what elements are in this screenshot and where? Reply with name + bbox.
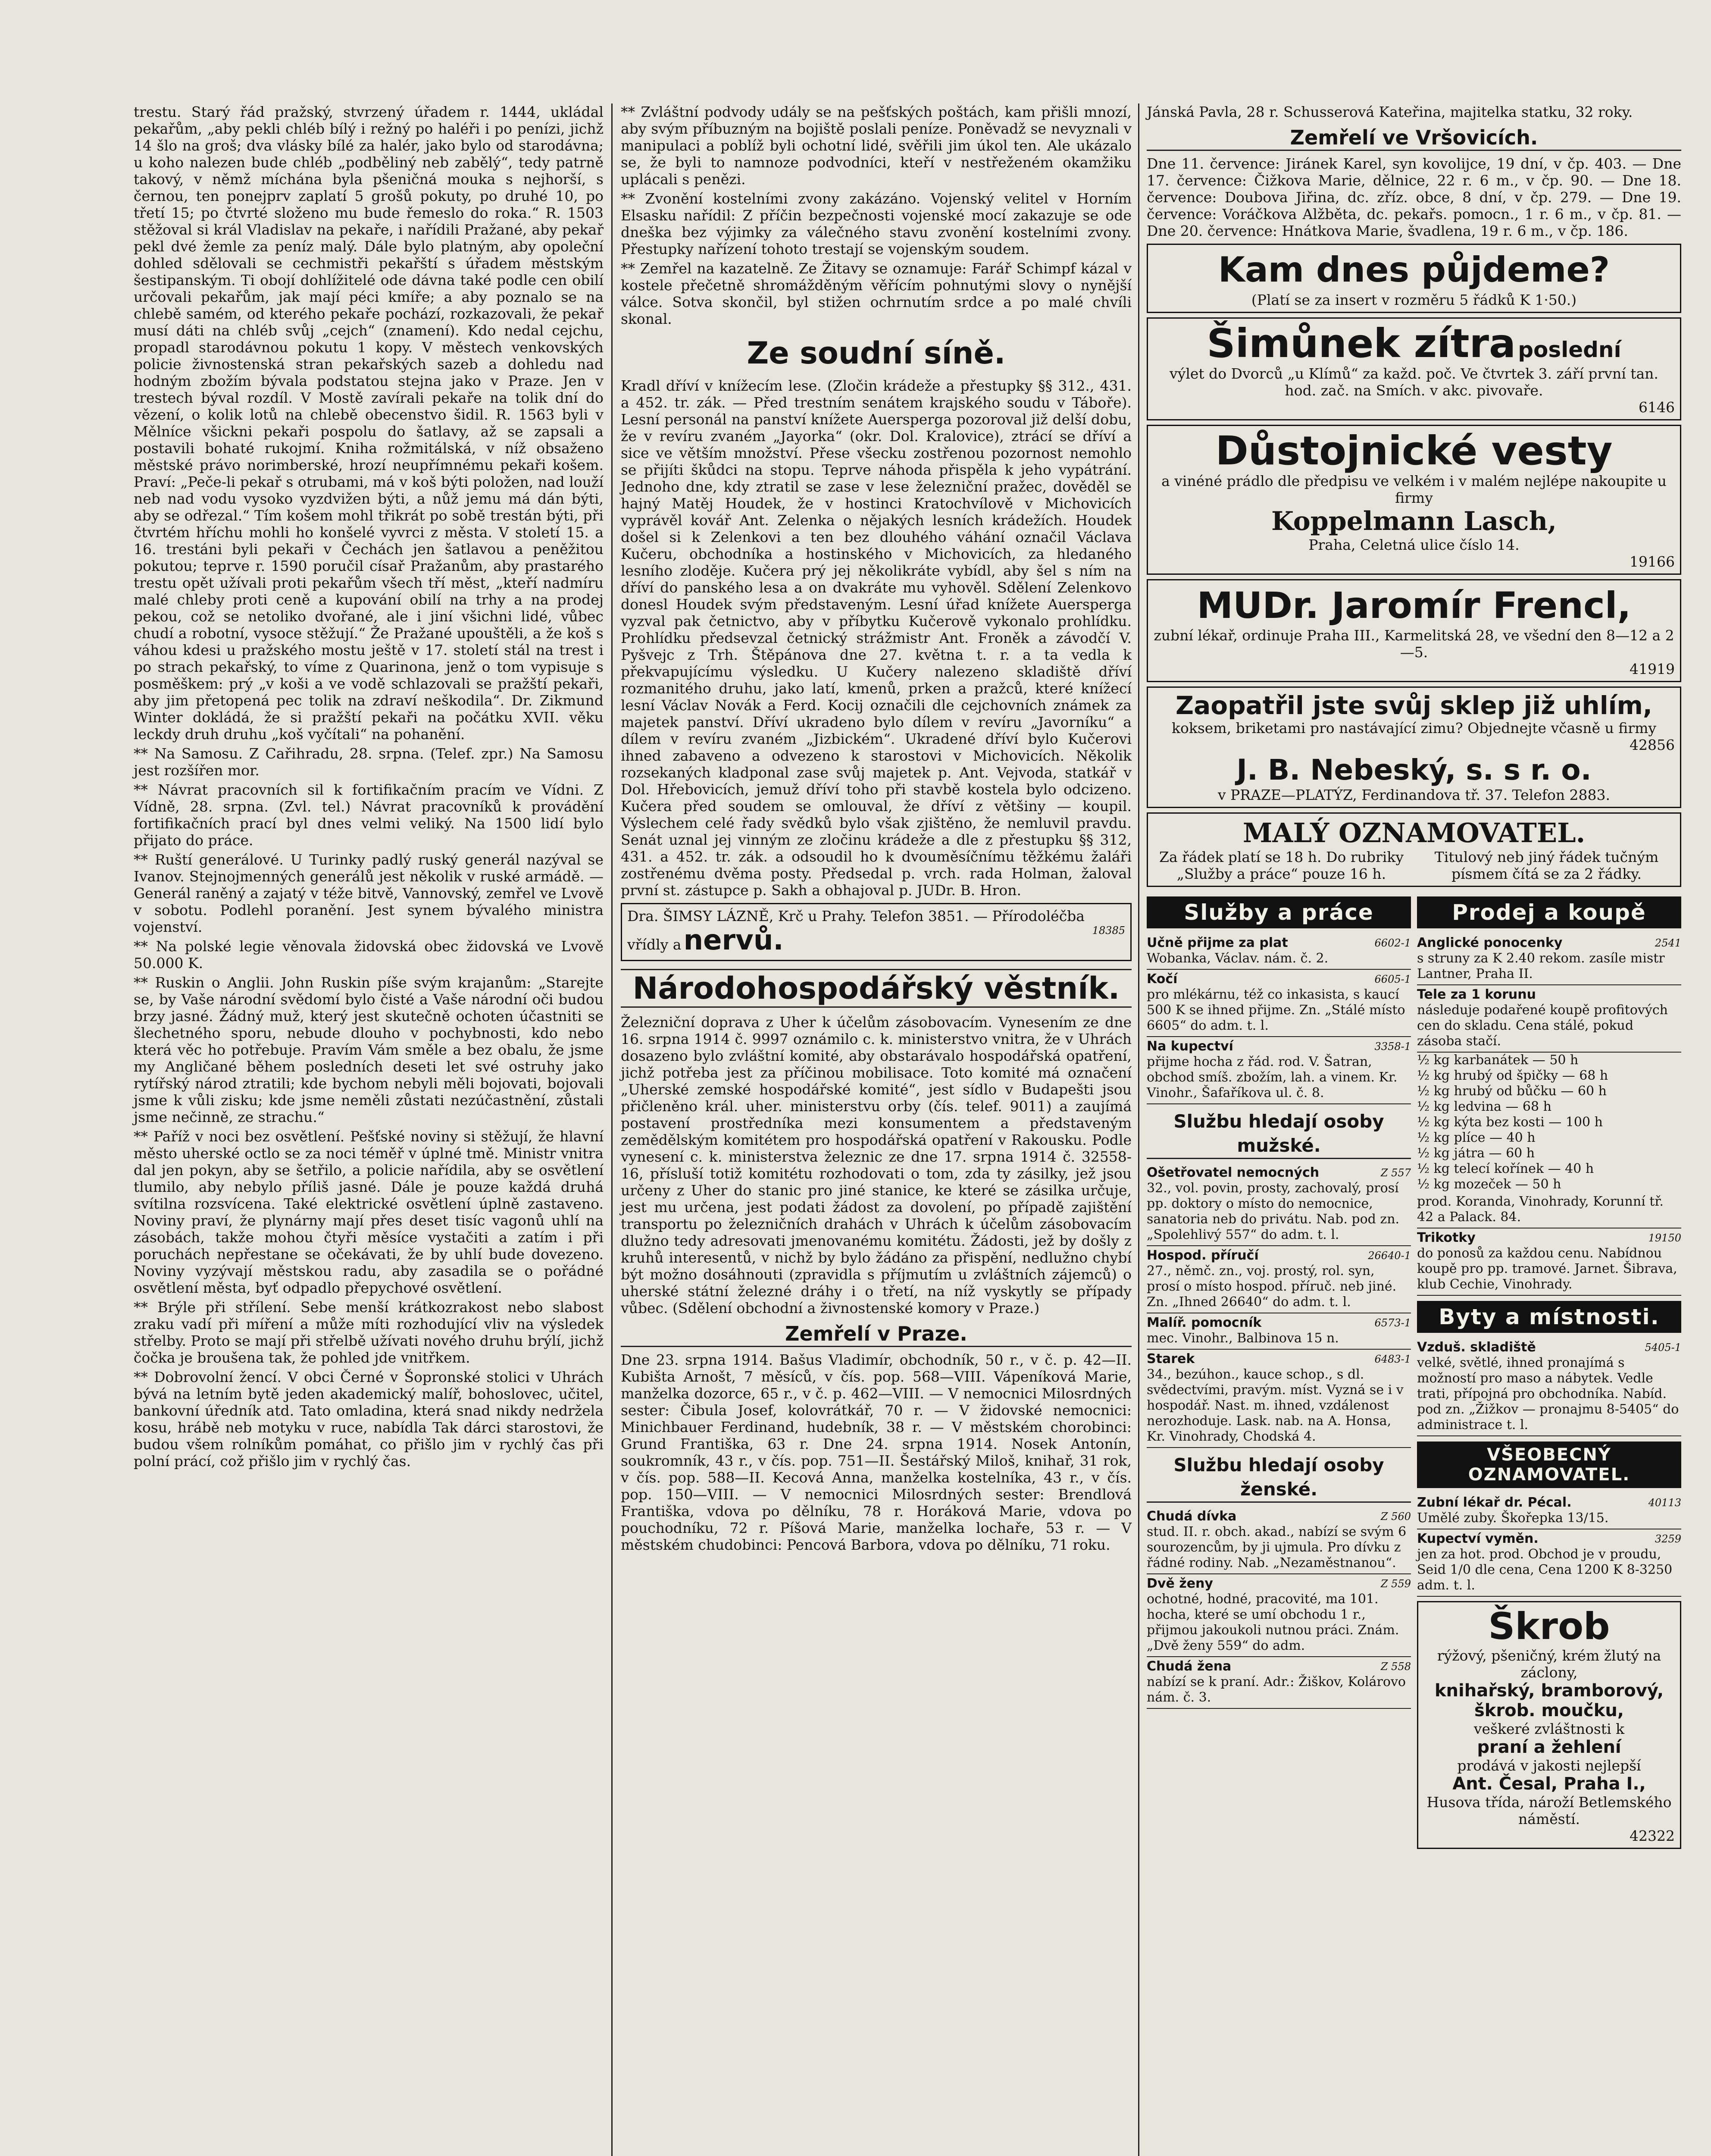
classified-ad: Na kupectví 3358-1 přijme hocha z řád. rod. V. Šatran, obchod smíš. zbožím, lah. a vinem. Kr. Vinohr., Šafaříkova ul. č. 8.: [1147, 1037, 1411, 1104]
vests-text: a vinéné prádlo dle předpisu ve velkém i v malém nejlépe nakoupite u firmy: [1161, 473, 1667, 506]
starch-title: Škrob: [1488, 1605, 1610, 1648]
classified-ad: Dvě ženy Z 559 ochotné, hodné, pracovité, ma 101. hocha, které se umí obchodu 1 r., přijmou jakoukoli nutnou práci. Znám. „Dvě ženy 559“ do adm.: [1147, 1574, 1411, 1657]
sales-banner: Prodej a koupě: [1417, 896, 1681, 928]
dentist-text: zubní lékař, ordinuje Praha III., Karmelitská 28, ve všední den 8—12 a 2—5.: [1154, 627, 1674, 661]
classified-ad: Vzduš. skladiště 5405-1 velké, světlé, ihned pronajímá s možností pro maso a nábytek. Vedle trati, přípojná pro obchodníka. Nabíd. pod zn. „Žižkov — pronajmu 8-5405“ do administrace t. l.: [1417, 1338, 1681, 1436]
spa-ad: [621, 903, 1132, 961]
classified-ad: Zubní lékař dr. Pécal. 40113 Umělé zuby. Škořepka 13/15.: [1417, 1493, 1681, 1529]
simunek-code: 6146: [1639, 399, 1675, 416]
price-line: ½ kg hrubý od bůčku — 60 h: [1417, 1084, 1607, 1099]
classified-ad: Malíř. pomocník 6573-1 mec. Vinohr., Balbinova 15 n.: [1147, 1313, 1411, 1350]
starch-sells: prodává v jakosti nejlepší: [1457, 1757, 1641, 1774]
small-ads-rate-right: Titulový neb jiný řádek tučným písmem čítá se za 2 řádky.: [1434, 849, 1659, 882]
dentist-code: 41919: [1630, 661, 1675, 677]
deaths-continued: Jánská Pavla, 28 r. Schusserová Kateřina, majitelka statku, 32 roky.: [1147, 103, 1633, 120]
price-line: ½ kg telecí kořínek — 40 h: [1417, 1161, 1594, 1176]
starch-specialties: veškeré zvláštnosti k: [1473, 1720, 1625, 1737]
coal-title: Zaopatřil jste svůj sklep již uhlím,: [1176, 691, 1652, 720]
starch-code: 42322: [1630, 1827, 1675, 1844]
small-ads-header: [1147, 812, 1681, 887]
price-seller: prod. Koranda, Vinohrady, Korunní tř. 42 a Palack. 84.: [1417, 1192, 1681, 1228]
classifieds-left: [1147, 891, 1411, 1853]
price-line: ½ kg játra — 60 h: [1417, 1146, 1535, 1161]
article-volunteers: ** Dobrovolní žencí. V obci Černé v Šopronské stolici v Uhrách bývá na letním bytě jeden akademický malíř, bohoslovec, učitel, bankovní úředník atd. Tato omladina, která snad nikdy nedržela kosu, hrábě neb motyku v ruce, nabídla Tak dárci starostovi, že budou všem rolníkům pomáhat, co přišlo jim v rychlý čas při polní prácí, což přišlo jim v rychlý čas.: [134, 1369, 604, 1470]
general-banner: VŠEOBECNÝ OZNAMOVATEL.: [1417, 1442, 1681, 1488]
price-line: ½ kg hrubý od špičky — 68 h: [1417, 1068, 1608, 1083]
simunek-ad: [1147, 317, 1681, 420]
classifieds: [1147, 891, 1681, 1853]
classified-ad: Trikotky 19150 do ponosů za každou cenu. Nabídnou koupě pro pp. tramové. Jarnet. Šibrava, klub Cechie, Vinohrady.: [1417, 1228, 1681, 1296]
deaths-prague-text: Dne 23. srpna 1914. Bašus Vladimír, obchodník, 50 r., v č. p. 42—II. Kubišta Arnošt, 7 měsíců, v čís. pop. 568—VIII. Vápeníková Marie, manželka dozorce, 65 r., v č. p. 462—VIII. — V nemocnici Milosrdných sester: Čibula Josef, kolovrátkář, 70 r. — V židovské nemocnici: Minichbauer Ferdinand, hudebník, 38 r. — V městském chorobinci: Grund Františka, 63 r. Dne 24. srpna 1914. Nosek Antonín, soukromník, 43 r., v čís. pop. 751—II. Šestářský Miloš, knihař, 31 rok, v čís. pop. 588—II. Kecová Anna, manželka kostelníka, 43 r., v čís. pop. 150—VIII. — V nemocnici Milosrdných sester: Brendlová Františka, vdova po dělníku, 78 r. Horáková Marie, vdova po pouchodníku, 72 r. Píšová Marie, manželka lochaře, 53 r. — V městském chudobinci: Pencová Barbora, vdova po dělníku, 71 roku.: [621, 1351, 1132, 1553]
classified-ad: Kupectví vyměn. 3259 jen za hot. prod. Obchod je v proudu, Seid 1/0 dle cena, Cena 1200 K 8-3250 adm. t. l.: [1417, 1529, 1681, 1597]
services-banner: Služby a práce: [1147, 896, 1411, 928]
seeking-women-title: Službu hledají osoby ženské.: [1147, 1453, 1411, 1503]
price-line: ½ kg mozeček — 50 h: [1417, 1177, 1561, 1192]
court-section-title: Ze soudní síně.: [747, 335, 1006, 371]
classified-ad: Chudá dívka Z 560 stud. II. r. obch. akad., nabízí se svým 6 sourozencům, by ji ujmula. Pro dívku z řádné rodiny. Nab. „Nezaměstnanou“.: [1147, 1507, 1411, 1574]
vests-code: 19166: [1630, 553, 1675, 570]
starch-text: rýžový, pšeničný, krém žlutý na záclony,: [1437, 1647, 1661, 1681]
starch-kinds: knihařský, bramborový, škrob. moučku,: [1434, 1681, 1664, 1720]
economy-article: Železniční doprava z Uher k účelům zásobovacím. Vynesením ze dne 16. srpna 1914 č. 9997 oznámilo c. k. ministerstvo vnitra, že v Uhrách dosazeno bylo zvláštní komité, aby obstarávalo hospodářská opatření, jichž potřeba jest za příčinou mobilisace. Toto komité má označení „Uherské zemské hospodářské komité“, jest sídlo v Budapešti jsou přičleněno král. uher. ministerstvu orby (čís. telef. 9011) a zaujímá postavení prostředníka mezi konsumentem a představeným zemědělským komitétem pro hospodářská opatření v Rakousku. Podle vynesení c. k. ministerstva železnic ze dne 17. srpna 1914 č. 32558-16, přísluší totiž komitétu rozhodovati o tom, zda ty zásilky, jež jsou určeny z Uher do stanic pro jiné stanice, ke které se zásilka určuje, jest mu určena, jest podati žádost za dovolení, po případě zajištění transportu po železničních drahách v Uhrách k účelům zásobovacím dlužno tedy adresovati jmenovanému komitétu. Žádosti, jež by došly z kruhů interesentů, v nichž by bylo žádáno za přispění, nedlužno chybí být možno dosáhnouti (zpravidla s příjmutím u zvláštních zájemců) o uherské státní železné dráhy i o třetí, na níž vyskytly se případy vůbec. (Sdělení obchodní a živnostenské komory v Praze.): [621, 1014, 1132, 1316]
classified-ad: Starek 6483-1 34., bezúhon., kauce schop., s dl. svědectvími, pravým. míst. Vyzná se i v hospodář. Nast. m. ihned, vzdálenost nerozhoduje. Lask. nab. na A. Honsa, Kr. Vinohrady, Chodská 4.: [1147, 1350, 1411, 1448]
where-to-go-box: [1147, 244, 1681, 313]
article-vienna-workers: ** Návrat pracovních sil k fortifikačním pracím ve Vídni. Z Vídně, 28. srpna. (Zvl. tel.) Návrat pracovníků k provádění fortifikačních prací byl dnes velmi veliký. Na 1500 lidí bylo přijato do práce.: [134, 781, 604, 849]
classified-ad: Hospod. příručí 26640-1 27., němč. zn., voj. prostý, rol. syn, prosí o místo hospod. příruč. neb jiné. Zn. „Ihned 26640“ do adm. t. l.: [1147, 1246, 1411, 1313]
price-line: ½ kg kýta bez kosti — 100 h: [1417, 1115, 1603, 1130]
price-line: ½ kg plíce — 40 h: [1417, 1130, 1536, 1145]
article-russian-generals: ** Ruští generálové. U Turinky padlý ruský generál nazýval se Ivanov. Stejnojmenných generálů jest několik v ruské armádě. — Generál raněný a zajatý v téže bitvě, Vannovský, zemřel ve Lvově v sobotu. Podlehl poranění. Jest synem bývalého ministra vojenství.: [134, 851, 604, 935]
price-line: ½ kg karbanátek — 50 h: [1417, 1053, 1579, 1068]
court-article: Kradl dříví v knížecím lese. (Zločin krádeže a přestupky §§ 312., 431. a 452. tr. zák. — Před trestním senátem krajského soudu v Táboře). Lesní personál na panství knížete Auersperga pozoroval již delší dobu, že v revíru zvaném „Jayorka“ (okr. Dol. Kralovice), ztrácí se dříví a sice ve větším množství. Přese všecku zostřenou pozornost nemohlo se přijíti škůdci na stopu. Teprve náhoda přispěla k jeho vypátrání. Jednoho dne, kdy ztratil se zase v lese železniční pražec, dověděl se hajný Matěj Houdek, že v hostinci Kratochvílově v Michovicích vyprávěl kovář Ant. Zelenka o nějakých lesních krádežích. Houdek došel si k Zelenkovi a ten bez dlouhého váhání označil Václava Kučeru, obchodníka a hostinského v Michovicích, za hledaného lesního zloděje. Kučera prý jej několikráte vybídl, aby šel s ním na dříví do panského lesa a on dvakráte mu vyhověl. Sdělení Zelenkovo donesl Houdek svým představeným. Lesní úřad knížete Auersperga vyzval pak četnictvo, aby v příbytku Kučerově vykonalo prohlídku. Prohlídku předsevzal četnický strážmistr Ant. Froněk a závodčí V. Pyšvejc z Trh. Štěpánova dne 27. května t. r. a ta vedla k překvapujícímu výsledku. U Kučery nalezeno skladiště dříví rozmanitého druhu, jako latí, kmenů, prken a pražců, které knížecí lesní Václav Novák a Ferd. Kocij označili dle cejchovních známek za majetek panství. Dříví ukradeno bylo dílem v revíru „Javorníku“ a dílem v revíru zvaném „Jizbickém“. Ukradené dříví bylo Kučerovi ihned zabaveno a odvezeno k starostovi v Michovicích. Několik rozsekaných kladponal zase svůj majetek p. Ant. Vejvoda, statkář v Dol. Hřebovicích, jemuž dříví toho při stavbě kostela bylo odcizeno. Kučera před soudem se omlouval, že dříví z většiny — koupil. Výslechem celé řady svědků bylo však zjištěno, že nemluvil pravdu. Senát uznal jej vinným ze zločinu krádeže a dle z přestupku §§ 312, 431. a 452. tr. zák. a odsoudil ho k dvouměsíčnímu těžkému žaláři zostřenému dvěma posty. Předsedal p. vrch. rada Holman, žaloval první st. zástupce p. Sakh a obhajoval p. JUDr. B. Hron.: [621, 377, 1132, 899]
starch-address: Husova třída, nároží Betlemského náměstí.: [1426, 1794, 1672, 1827]
article-frauds: ** Zvláštní podvody udály se na pešťských poštách, kam přišli mnozí, aby svým příbuzným na bojiště poslali peníze. Poněvadž se nevyznali v manipulaci a poblíž byli ochotní lidé, svěřili jim úkol ten. Ale ukázalo se, že byli to namnoze podvodníci, kteří v nestřeženém okamžiku uplácali s penězi.: [621, 103, 1132, 188]
coal-code: 42856: [1630, 736, 1675, 753]
dentist-title: MUDr. Jaromír Frencl,: [1197, 584, 1631, 627]
coal-text: koksem, briketami pro nastávající zimu? Objednejte včasně u firmy: [1171, 720, 1657, 736]
article-bells: ** Zvonění kostelními zvony zakázáno. Vojenský velitel v Horním Elsasku nařídil: Z příčin bezpečnosti vojenské mocí zakazuje se ode dneška bez výjimky za válečného stavu zvonění kostelními zvony. Přestupky nařízení tohoto trestají se vojenským soudem.: [621, 190, 1132, 257]
housing-banner: Byty a místnosti.: [1417, 1301, 1681, 1333]
spa-ad-big: nervů.: [683, 924, 784, 956]
article-polish-legions: ** Na polské legie věnovala židovská obec židovská ve Lvově 50.000 K.: [134, 938, 604, 971]
column-rule-1: [611, 103, 613, 2156]
column-rule-2: [1138, 103, 1139, 2156]
classifieds-right: [1417, 891, 1681, 1853]
coal-firm: J. B. Nebeský, s. s r. o.: [1236, 753, 1592, 787]
small-ads-title: MALÝ OZNAMOVATEL.: [1242, 817, 1586, 849]
coal-address: v PRAZE—PLATÝZ, Ferdinandova tř. 37. Telefon 2883.: [1217, 787, 1611, 803]
deaths-prague-title: Zemřelí v Praze.: [621, 1322, 1132, 1347]
small-ads-rate-left: Za řádek platí se 18 h. Do rubriky „Služby a práce“ pouze 16 h.: [1159, 849, 1404, 882]
classified-ad: Ošetřovatel nemocných Z 557 32., vol. povin, prosty, zachovalý, prosí pp. doktory o místo do nemocnice, sanatoria neb do privátu. Nab. pod zn. „Spolehlivý 557“ do adm. t. l.: [1147, 1163, 1411, 1246]
classified-ad: Kočí 6605-1 pro mlékárnu, též co inkasista, s kaucí 500 K se ihned přijme. Zn. „Stálé místo 6605“ do adm. t. l.: [1147, 970, 1411, 1037]
vests-title: Důstojnické vesty: [1215, 428, 1613, 474]
classified-ad: Tele za 1 korunu následuje podařené koupě profitových cen do skladu. Cena stálé, pokud zásoba stačí.: [1417, 985, 1681, 1053]
spa-ad-code: 18385: [1092, 924, 1125, 937]
classified-ad: Chudá žena Z 558 nabízí se k praní. Adr.: Žiškov, Kolárovo nám. č. 3.: [1147, 1657, 1411, 1709]
starch-firm: Ant. Česal, Praha I.,: [1452, 1774, 1646, 1794]
where-to-go-sub: (Platí se za insert v rozměru 5 řádků K 1·50.): [1251, 291, 1577, 308]
deaths-vrsovice-title: Zemřelí ve Vršovicích.: [1147, 125, 1681, 151]
vests-firm: Koppelmann Lasch,: [1271, 506, 1557, 536]
article-bakers-history: trestu. Starý řád pražský, stvrzený úřadem r. 1444, ukládal pekařům, „aby pekli chléb bílý i režný po haléři i po penízi, jichž 14 šlo na groš; dva vlásky bílé za halér, jako bylo od starodávna; u koho nalezen bude chléb „podběliný neb zabělý“, tedy patrně takový, v němž míchána byla pšeničná mouka s nejhorší, s černou, ten ponejprv zaplatí 5 grošů pokuty, po druhé 10, po třetí 15; po čtvrté složeno mu bude řemeslo do roka.“ R. 1503 stěžoval si král Vladislav na pekaře, i nařídili Pražané, aby pekař pekl dvé žemle za peníz malý. Dále bylo platným, aby opoleční dohled sdělovali se cechmistři pekařští s úřadem městským šestipanským. Ti obojí dohlížitelé ode dávna také podle cen obilí určovali pekařům, jak mají péci kmíře; a aby poznalo se na chlebě samém, od kterého pekaře pochází, rozkazovali, že pekař musí dáti na chléb svůj „cejch“ (znamení). Kdo nedal cejchu, propadl starodávnou pokutu 1 kopy. V městech venkovských policie živnostenská stran pekařských sazeb a dohledu nad hodným zbožím bývala podstatou stejna jako v Praze. Jen v trestech býval rozdíl. V Mostě zavírali pekaře na tolik dní do vězení, o kolik lotů na chlebě obecenstvo šidil. R. 1563 byli v Mělníce všickni pekaři pospolu do šatlavy, až se zapsali a postavili bohaté rukojmí. Kniha rožmitálská, v níž obsaženo městské právo norimberské, hrozí neupřímnému pekaři košem. Praví: „Peče-li pekař s otrubami, má v koš býti položen, nad louží neb nad vodu vysoko vyzdvižen býti, a nůž jemu má dán býti, aby se odřezal.“ Tím košem mohl třikrát po sobě trestán býti, při čtvrtém hříchu mohli ho konšelé vyvrci z města. V století 15. a 16. trestáni byli pekaři v Čechách jen šatlavou a peněžitou pokutou; teprve r. 1590 poručil císař Pražanům, aby prastarého trestu opět užívali proti pekařům všech tří měst, „kteří nadmíru malé chleby proti ceně a kupování obilí na trhy a na prodej pekou, což se netoliko dvořané, ale i jiní všichni lidé, vůbec chudí a robotní, vysoce stěžují.“ Že Pražané upouštěli, a že koš s váhou kdesi u pražského mostu ještě v 17. století stál na trest i po strach pekařský, to víme z Quarinona, jenž o tom vypisuje s posměškem: prý „v koši a ve vodě schlazovali se pražští pekaři, aby jim přetopená pec tolik na zdraví neškodila“. Dr. Zikmund Winter dokládá, že si pražští pekaři na počátku XVII. věku leckdy druh druhu „koš vyčítali“ na pohanění.: [134, 103, 604, 743]
article-budapest-lights: ** Paříž v noci bez osvětlení. Pešťské noviny si stěžují, že hlavní město uherské octlo se za noci téměř v úplné tmě. Ministr vnitra dal jen pokyn, aby se šetřilo, a policie nařídila, aby se osvětlení tlumilo, aby nebylo příliš jasné. Dále je pouze každá druhá svítilna rozsvícena. Také elektrické osvětlení úplně zastaveno. Noviny praví, že plynárny mají přes deset tisíc vagonů uhlí na zásobách, takže mohou čtyři měsíce vystačiti a zatím i při poruchách nepřestane se očekávati, že by uhlí bude dovezeno. Noviny vyzývají městskou radu, aby zasadila se o pořádné osvětlení města, byť odpadlo přepychové osvětlení.: [134, 1128, 604, 1296]
simunek-tag: poslední: [1518, 337, 1621, 362]
article-samos: ** Na Samosu. Z Cařihradu, 28. srpna. (Telef. zpr.) Na Samosu jest rozšířen mor.: [134, 745, 604, 779]
column-right: [1147, 103, 1681, 2156]
classified-ad: Učně přijme za plat 6602-1 Wobanka, Václav. nám. č. 2.: [1147, 934, 1411, 970]
spa-ad-text: Dra. ŠIMSY LÁZNĚ, Krč u Prahy. Telefon 3851. — Přírodoléčba vřídly a: [627, 908, 1085, 953]
seeking-men-title: Službu hledají osoby mužské.: [1147, 1109, 1411, 1159]
starch-washing: praní a žehlení: [1477, 1737, 1621, 1757]
column-middle: [621, 103, 1132, 2156]
economy-section-title: Národohospodářský věstník.: [621, 969, 1132, 1008]
coal-ad: [1147, 686, 1681, 808]
where-to-go-title: Kam dnes půjdeme?: [1218, 250, 1610, 290]
simunek-text: výlet do Dvorců „u Klímů“ za každ. poč. Ve čtvrtek 3. září první tan. hod. zač. na Smích. v akc. pivovaře.: [1170, 365, 1658, 399]
vests-ad: [1147, 425, 1681, 575]
classified-ad: Anglické ponocenky 2541 s struny za K 2.40 rekom. zasíle mistr Lantner, Praha II.: [1417, 934, 1681, 985]
starch-ad: [1417, 1601, 1681, 1849]
price-line: ½ kg ledvina — 68 h: [1417, 1099, 1551, 1114]
simunek-title: Šimůnek zítra: [1207, 320, 1516, 367]
vests-address: Praha, Celetná ulice číslo 14.: [1308, 536, 1520, 553]
dentist-ad: [1147, 579, 1681, 682]
deaths-vrsovice-text: Dne 11. července: Jiránek Karel, syn kovolijce, 19 dní, v čp. 403. — Dne 17. července: Čižkova Marie, dělnice, 22 r. 6 m., v čp. 90. — Dne 18. července: Doubova Jiřina, dc. zříz. obce, 8 dní, v čp. 279. — Dne 19. července: Voráčkova Alžběta, dc. pekařs. pomocn., 1 r. 6 m., v čp. 81. — Dne 20. července: Hnátkova Marie, švadlena, 19 r. 6 m., v čp. 186.: [1147, 155, 1681, 239]
article-ruskin: ** Ruskin o Anglii. John Ruskin píše svým krajanům: „Starejte se, by Vaše národní svědomí bylo čisté a Vaše národní oči budou brzy jasné. Žádný muž, který jest skutečně ochoten účastniti se šlechetného sporu, nebude dlouho v pochybnosti, kdo nebo která věc ho potřebuje. Pravím Vám směle a bez obalu, že jsme my Angličané během posledních deseti let své ostruhy jako rytířský národ ztratili; kde bychom nebyli měli bojovati, bojovali jsme k vůli zisku; kde jsme neměli zůstati nezúčastnění, zůstali jsme nečinně, ze strachu.“: [134, 974, 604, 1125]
article-pulpit: ** Zemřel na kazatelně. Ze Žitavy se oznamuje: Farář Schimpf kázal v kostele přečetně shromážděným věřícím pohnutými slovy o nynější válce. Sotva skončil, byl stižen ochrnutím srdce a po malé chvíli skonal.: [621, 260, 1132, 327]
column-left: [134, 103, 604, 2156]
article-glasses: ** Brýle při střílení. Sebe menší krátkozrakost nebo slabost zraku vadí při míření a může míti rozhodující vliv na výsledek střelby. Proto se mají při střelbě užívati nového druhu brýlí, jichž čočka je broušena tak, že pohled jde vnitřkem.: [134, 1299, 604, 1366]
